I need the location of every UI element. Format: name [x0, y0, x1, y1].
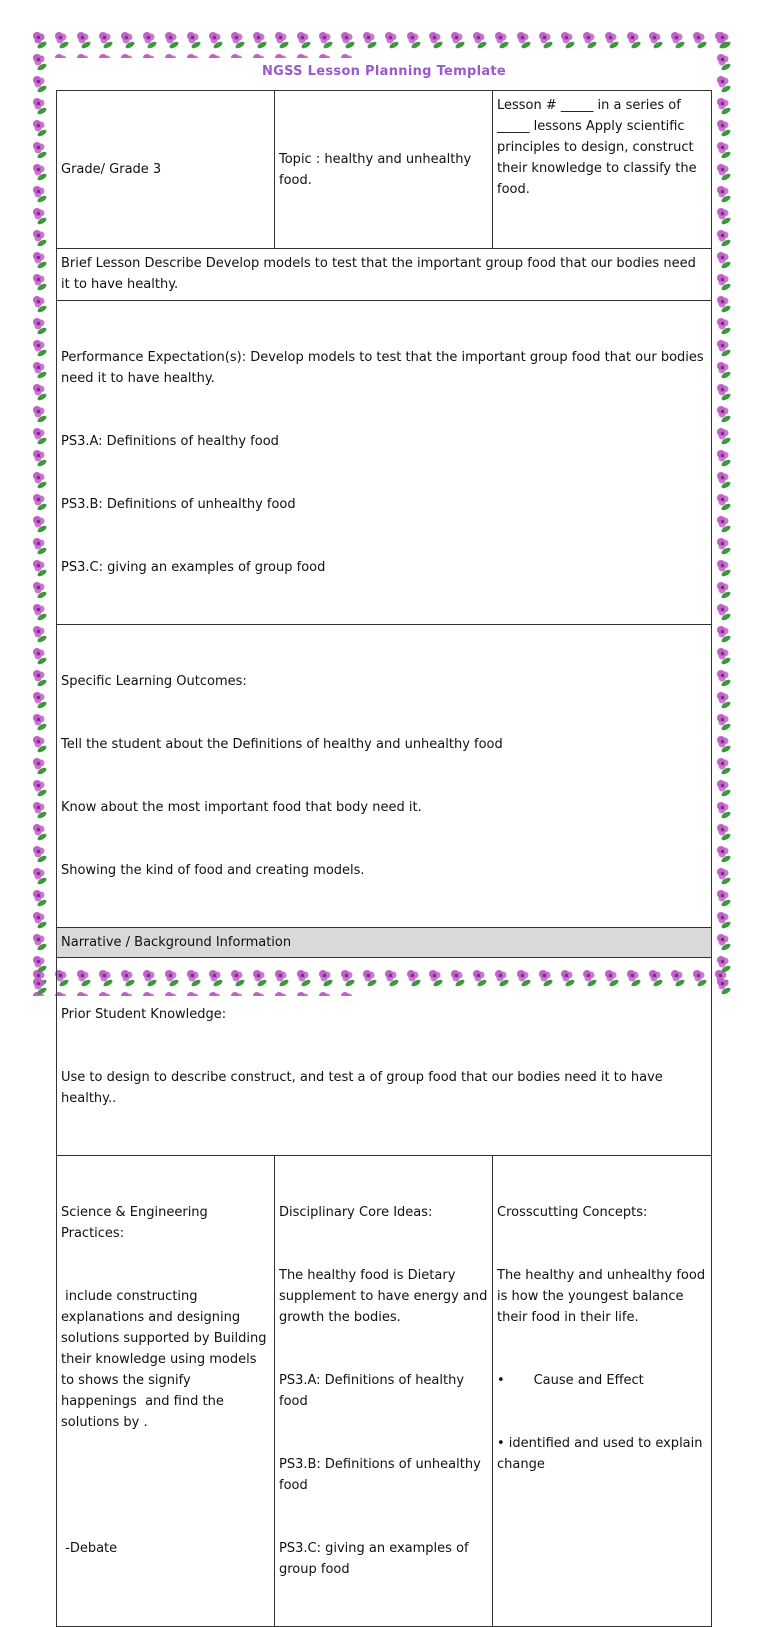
rose-flower-icon [28, 336, 50, 358]
rose-flower-icon [28, 424, 50, 446]
outcomes-line: Know about the most important food that body need it. [61, 797, 707, 818]
rose-flower-icon [512, 28, 534, 50]
rose-flower-icon [28, 710, 50, 732]
rose-flower-icon [28, 578, 50, 600]
prior-knowledge-cell [57, 958, 712, 1156]
rose-flower-icon [712, 512, 734, 534]
rose-flower-icon [712, 468, 734, 490]
rose-flower-icon [712, 666, 734, 688]
rose-flower-icon [28, 886, 50, 908]
rose-flower-icon [116, 28, 138, 50]
floral-border-left [28, 28, 56, 996]
performance-line: PS3.A: Definitions of healthy food [61, 431, 707, 452]
rose-flower-icon [28, 864, 50, 886]
rose-flower-icon [600, 28, 622, 50]
rose-flower-icon [712, 842, 734, 864]
practices-cell [57, 1156, 275, 1627]
rose-flower-icon [712, 820, 734, 842]
rose-flower-icon [644, 28, 666, 50]
rose-flower-icon [182, 28, 204, 50]
rose-flower-icon [358, 28, 380, 50]
crosscutting-line: • identified and used to explain change [497, 1433, 707, 1475]
rose-flower-icon [28, 468, 50, 490]
rose-flower-icon [446, 28, 468, 50]
rose-flower-icon [204, 50, 226, 58]
rose-flower-icon [292, 28, 314, 50]
rose-flower-icon [712, 182, 734, 204]
lesson-plan-table [56, 90, 712, 1627]
practices-line: Science & Engineering Practices: [61, 1202, 270, 1244]
core-ideas-cell [275, 1156, 493, 1627]
rose-flower-icon [28, 842, 50, 864]
rose-flower-icon [712, 292, 734, 314]
brief-lesson-cell: Brief Lesson Describe Develop models to test that the important group food that our bodies need it to have healthy. [57, 249, 712, 301]
rose-flower-icon [712, 886, 734, 908]
rose-flower-icon [712, 336, 734, 358]
crosscutting-line: Crosscutting Concepts: [497, 1202, 707, 1223]
rose-flower-icon [712, 688, 734, 710]
crosscutting-line: • Cause and Effect [497, 1370, 707, 1391]
rose-flower-icon [712, 358, 734, 380]
rose-flower-icon [336, 28, 358, 50]
rose-flower-icon [712, 248, 734, 270]
rose-flower-icon [578, 28, 600, 50]
crosscutting-line: The healthy and unhealthy food is how the youngest balance their food in their life. [497, 1265, 707, 1328]
rose-flower-icon [248, 50, 270, 58]
rose-flower-icon [336, 50, 358, 58]
rose-flower-icon [72, 28, 94, 50]
rose-flower-icon [160, 28, 182, 50]
document-title: NGSS Lesson Planning Template [56, 58, 712, 90]
rose-flower-icon [270, 28, 292, 50]
rose-flower-icon [28, 160, 50, 182]
rose-flower-icon [534, 28, 556, 50]
rose-flower-icon [226, 28, 248, 50]
rose-flower-icon [712, 402, 734, 424]
rose-flower-icon [712, 622, 734, 644]
rose-flower-icon [712, 908, 734, 930]
crosscutting-cell [493, 1156, 712, 1627]
rose-flower-icon [28, 248, 50, 270]
rose-flower-icon [292, 50, 314, 58]
rose-flower-icon [226, 50, 248, 58]
core-ideas-line: PS3.A: Definitions of healthy food [279, 1370, 488, 1412]
practices-line: include constructing explanations and designing solutions supported by Building their knowledge using models to shows the signify happenings and find the solutions by . [61, 1286, 270, 1433]
rose-flower-icon [28, 270, 50, 292]
rose-flower-icon [28, 600, 50, 622]
rose-flower-icon [182, 50, 204, 58]
rose-flower-icon [138, 28, 160, 50]
prior-knowledge-line: Use to design to describe construct, and test a of group food that our bodies need it to have healthy.. [61, 1067, 707, 1109]
outcomes-cell [57, 625, 712, 928]
rose-flower-icon [28, 754, 50, 776]
rose-flower-icon [28, 204, 50, 226]
rose-flower-icon [28, 226, 50, 248]
topic-cell: Topic : healthy and unhealthy food. [275, 91, 493, 249]
rose-flower-icon [28, 402, 50, 424]
floral-border-right [712, 28, 740, 996]
rose-flower-icon [712, 138, 734, 160]
rose-flower-icon [28, 776, 50, 798]
rose-flower-icon [712, 160, 734, 182]
outcomes-line: Specific Learning Outcomes: [61, 671, 707, 692]
prior-knowledge-row [57, 958, 712, 1156]
rose-flower-icon [712, 798, 734, 820]
header-row [57, 91, 712, 249]
rose-flower-icon [712, 732, 734, 754]
rose-flower-icon [622, 28, 644, 50]
rose-flower-icon [160, 50, 182, 58]
rose-flower-icon [712, 270, 734, 292]
rose-flower-icon [94, 28, 116, 50]
rose-flower-icon [712, 930, 734, 952]
rose-flower-icon [28, 930, 50, 952]
lesson-plan-document [56, 58, 712, 1627]
rose-flower-icon [28, 292, 50, 314]
rose-flower-icon [424, 28, 446, 50]
rose-flower-icon [28, 908, 50, 930]
rose-flower-icon [28, 116, 50, 138]
rose-flower-icon [712, 974, 734, 996]
rose-flower-icon [28, 490, 50, 512]
rose-flower-icon [28, 666, 50, 688]
narrative-header-cell: Narrative / Background Information [57, 928, 712, 958]
floral-border-top [28, 28, 740, 58]
narrative-header-row [57, 928, 712, 958]
rose-flower-icon [248, 28, 270, 50]
rose-flower-icon [556, 28, 578, 50]
rose-flower-icon [28, 974, 50, 996]
performance-line: PS3.B: Definitions of unhealthy food [61, 494, 707, 515]
rose-flower-icon [28, 94, 50, 116]
rose-flower-icon [712, 446, 734, 468]
rose-flower-icon [712, 864, 734, 886]
rose-flower-icon [204, 28, 226, 50]
rose-flower-icon [688, 28, 710, 50]
rose-flower-icon [712, 94, 734, 116]
rose-flower-icon [712, 710, 734, 732]
performance-line: PS3.C: giving an examples of group food [61, 557, 707, 578]
rose-flower-icon [380, 28, 402, 50]
performance-cell [57, 301, 712, 625]
outcomes-line: Tell the student about the Definitions of healthy and unhealthy food [61, 734, 707, 755]
rose-flower-icon [712, 952, 734, 974]
rose-flower-icon [28, 688, 50, 710]
core-ideas-line: Disciplinary Core Ideas: [279, 1202, 488, 1223]
core-ideas-line: The healthy food is Dietary supplement to have energy and growth the bodies. [279, 1265, 488, 1328]
rose-flower-icon [28, 314, 50, 336]
rose-flower-icon [28, 358, 50, 380]
rose-flower-icon [712, 380, 734, 402]
lesson-cell: Lesson # _____ in a series of _____ lessons Apply scientific principles to design, construct their knowledge to classify the food. [493, 91, 712, 249]
outcomes-line: Showing the kind of food and creating models. [61, 860, 707, 881]
rose-flower-icon [28, 380, 50, 402]
rose-flower-icon [712, 534, 734, 556]
rose-flower-icon [28, 50, 50, 72]
rose-flower-icon [712, 600, 734, 622]
rose-flower-icon [28, 72, 50, 94]
performance-row [57, 301, 712, 625]
rose-flower-icon [28, 138, 50, 160]
rose-flower-icon [116, 50, 138, 58]
rose-flower-icon [138, 50, 160, 58]
rose-flower-icon [490, 28, 512, 50]
rose-flower-icon [468, 28, 490, 50]
rose-flower-icon [28, 732, 50, 754]
core-ideas-line: PS3.B: Definitions of unhealthy food [279, 1454, 488, 1496]
brief-lesson-row [57, 249, 712, 301]
rose-flower-icon [28, 820, 50, 842]
rose-flower-icon [28, 798, 50, 820]
rose-flower-icon [712, 578, 734, 600]
rose-flower-icon [28, 182, 50, 204]
core-ideas-line: PS3.C: giving an examples of group food [279, 1538, 488, 1580]
rose-flower-icon [712, 490, 734, 512]
rose-flower-icon [28, 622, 50, 644]
prior-knowledge-line: Prior Student Knowledge: [61, 1004, 707, 1025]
rose-flower-icon [666, 28, 688, 50]
standards-row [57, 1156, 712, 1627]
rose-flower-icon [28, 952, 50, 974]
rose-flower-icon [712, 776, 734, 798]
rose-flower-icon [712, 424, 734, 446]
rose-flower-icon [28, 644, 50, 666]
rose-flower-icon [712, 28, 734, 50]
practices-line [61, 1475, 270, 1496]
rose-flower-icon [712, 226, 734, 248]
rose-flower-icon [28, 28, 50, 50]
rose-flower-icon [712, 72, 734, 94]
rose-flower-icon [28, 446, 50, 468]
rose-flower-icon [712, 644, 734, 666]
rose-flower-icon [712, 50, 734, 72]
rose-flower-icon [270, 50, 292, 58]
grade-cell: Grade/ Grade 3 [57, 91, 275, 249]
outcomes-row [57, 625, 712, 928]
rose-flower-icon [402, 28, 424, 50]
rose-flower-icon [314, 28, 336, 50]
rose-flower-icon [28, 512, 50, 534]
rose-flower-icon [28, 534, 50, 556]
rose-flower-icon [712, 116, 734, 138]
rose-flower-icon [314, 50, 336, 58]
rose-flower-icon [28, 556, 50, 578]
rose-flower-icon [72, 50, 94, 58]
rose-flower-icon [94, 50, 116, 58]
rose-flower-icon [712, 556, 734, 578]
performance-line: Performance Expectation(s): Develop models to test that the important group food that our bodies need it to have healthy. [61, 347, 707, 389]
rose-flower-icon [712, 754, 734, 776]
practices-line: -Debate [61, 1538, 270, 1559]
rose-flower-icon [712, 314, 734, 336]
rose-flower-icon [712, 204, 734, 226]
